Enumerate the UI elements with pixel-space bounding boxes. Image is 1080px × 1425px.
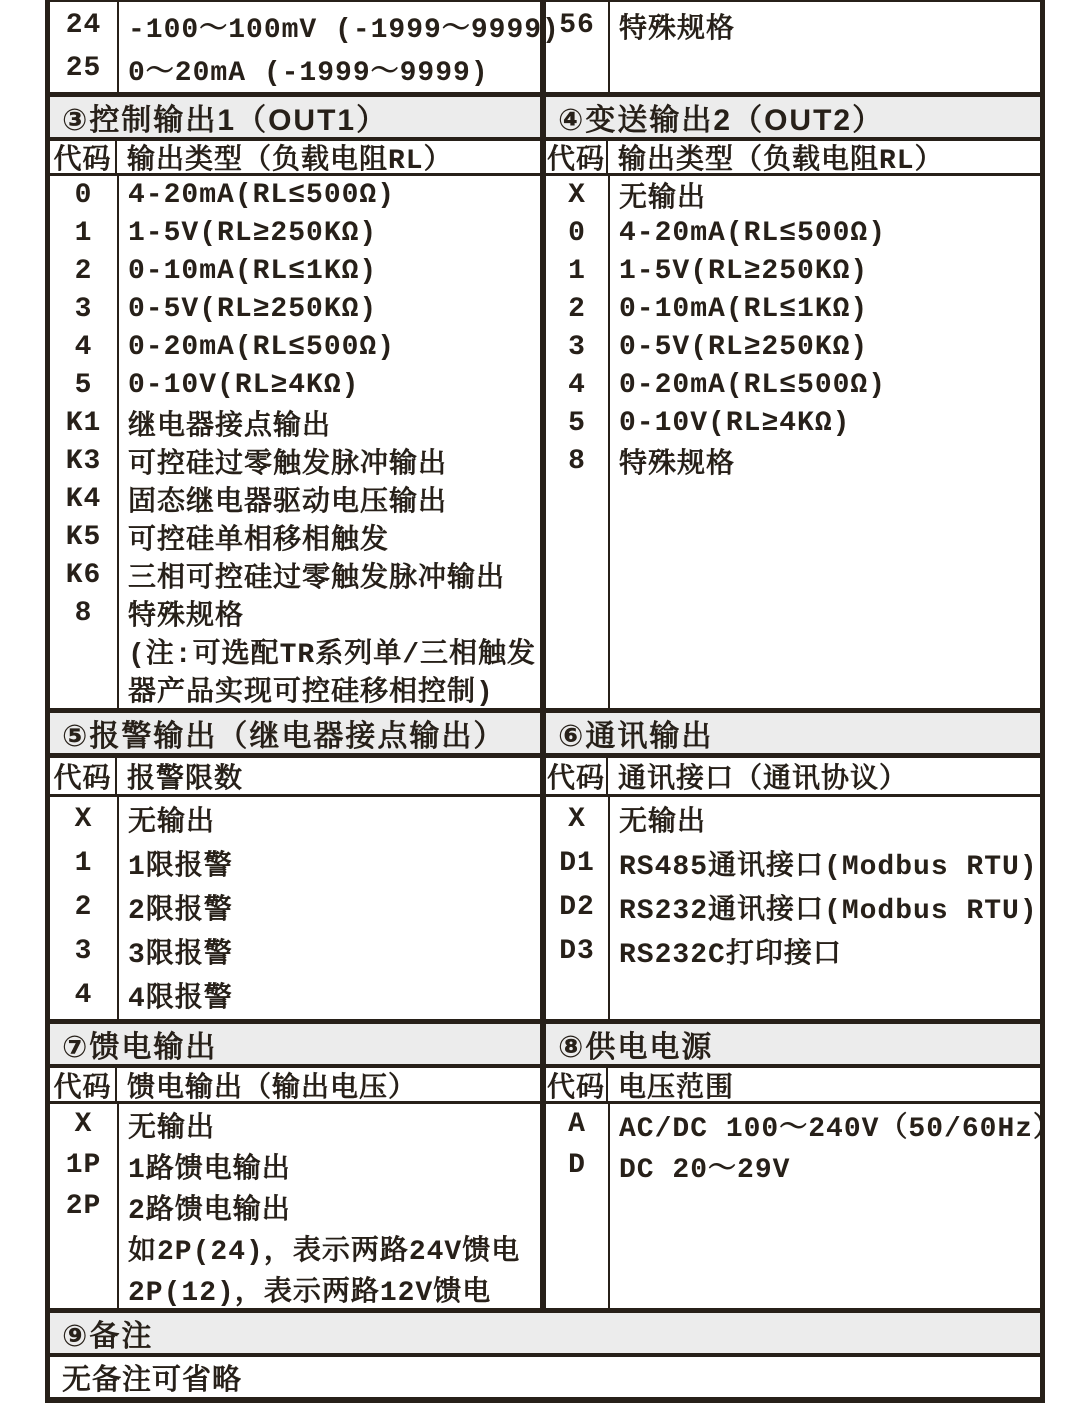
code-cell: K1 (65, 407, 102, 439)
remarks-note: 无备注可省略 (62, 1364, 243, 1398)
desc-cell: AC/DC 100～240V（50/60Hz） (619, 1113, 1063, 1145)
code-cell: X (568, 803, 586, 835)
table-row (546, 404, 1034, 442)
desc-cell: 0-20mA(RL≤500Ω) (619, 369, 887, 401)
input-range-partial-section (50, 2, 1040, 92)
code-cell: 5 (568, 407, 586, 439)
code-cell: D1 (559, 847, 595, 879)
table-row (50, 214, 540, 252)
section-title-alarm-output: ⑤报警输出（继电器接点输出） (50, 713, 540, 753)
desc-cell: RS232通讯接口(Modbus RTU) (619, 896, 1038, 927)
desc-cell: 特殊规格 (128, 602, 245, 633)
desc-cell: 4限报警 (128, 984, 233, 1015)
code-cell: 2P (65, 1191, 102, 1222)
feed-power-body (50, 1104, 1063, 1309)
table-row (546, 328, 1034, 366)
desc-cell: 0-20mA(RL≤500Ω) (128, 331, 396, 363)
code-cell: D (568, 1150, 586, 1181)
code-column-header: 代码 (50, 1068, 117, 1101)
desc-cell: RS485通讯接口(Modbus RTU) (619, 852, 1038, 883)
section-title-remarks: ⑨备注 (62, 1320, 154, 1353)
code-cell: D3 (559, 935, 595, 967)
code-column-header: 代码 (546, 141, 608, 173)
desc-cell: 0-10V(RL≥4KΩ) (128, 369, 360, 401)
desc-cell: 无输出 (619, 808, 707, 839)
code-cell: K5 (65, 521, 102, 553)
desc-cell: 无输出 (128, 1113, 216, 1145)
table-row (50, 47, 540, 90)
code-cell: A (568, 1109, 586, 1140)
section-band-remarks (50, 1308, 1040, 1357)
table-row (546, 4, 1034, 47)
code-cell: 3 (74, 935, 93, 967)
desc-cell: 继电器接点输出 (128, 412, 332, 443)
code-cell: 56 (559, 10, 595, 41)
table-row (50, 594, 540, 632)
desc-cell: 0-10V(RL≥4KΩ) (619, 407, 851, 439)
desc-column-header: 输出类型（负载电阻RL） (127, 146, 453, 177)
table-row (546, 214, 1034, 252)
ordering-spec-table (45, 0, 1063, 1403)
code-column-header: 代码 (546, 1068, 608, 1101)
table-row (50, 670, 540, 708)
table-row (546, 366, 1034, 404)
table-row (50, 929, 540, 973)
desc-cell: 特殊规格 (619, 450, 736, 481)
code-cell: X (568, 179, 586, 211)
desc-cell: RS232C打印接口 (619, 940, 842, 971)
desc-cell: DC 20～29V (619, 1154, 791, 1186)
column-header-row (50, 758, 1040, 797)
table-row (50, 632, 540, 670)
code-cell: 8 (74, 597, 93, 629)
section-band-feed-power (50, 1019, 1040, 1068)
code-cell: 3 (74, 293, 93, 325)
transmit-output2-body (540, 176, 1034, 708)
table-row (546, 176, 1034, 214)
code-cell: 1 (74, 847, 93, 879)
code-cell: X (74, 803, 93, 835)
code-cell: 4 (568, 369, 586, 401)
section-title-feed-output: ⑦馈电输出 (50, 1024, 540, 1064)
code-column-header: 代码 (50, 141, 117, 173)
code-cell: K6 (65, 559, 102, 591)
desc-cell: 1限报警 (128, 852, 233, 883)
desc-cell: 1-5V(RL≥250KΩ) (128, 217, 378, 249)
table-row (546, 841, 1038, 885)
desc-cell: 0-5V(RL≥250KΩ) (128, 293, 378, 325)
desc-cell: 2路馈电输出 (128, 1195, 291, 1227)
section-band-out1-out2 (50, 92, 1040, 141)
desc-cell: 无输出 (128, 808, 216, 839)
desc-column-header: 报警限数 (127, 765, 244, 796)
code-cell: 0 (568, 217, 586, 249)
table-row (50, 1227, 540, 1268)
table-row (50, 366, 540, 404)
desc-cell: -100～100mV (-1999～9999) (128, 14, 560, 46)
desc-cell: 无输出 (619, 184, 707, 215)
desc-cell: 3限报警 (128, 940, 233, 971)
table-row (546, 1145, 1034, 1186)
table-row (50, 1268, 540, 1309)
desc-cell: 4-20mA(RL≤500Ω) (619, 217, 887, 249)
table-row (50, 1186, 540, 1227)
table-row (50, 797, 540, 841)
code-column-header: 代码 (546, 758, 608, 794)
table-row (50, 973, 540, 1017)
code-cell: K4 (65, 483, 102, 515)
desc-cell: 可控硅过零触发脉冲输出 (128, 450, 448, 481)
desc-column-header: 输出类型（负载电阻RL） (618, 146, 944, 177)
code-cell: 1P (65, 1150, 102, 1181)
table-row (546, 885, 1038, 929)
desc-column-header: 通讯接口（通讯协议） (618, 765, 909, 796)
desc-cell: 0-10mA(RL≤1KΩ) (619, 293, 869, 325)
section-title-transmit-output2: ④变送输出2（OUT2） (540, 97, 1034, 137)
table-row (50, 290, 540, 328)
code-cell: 3 (568, 331, 586, 363)
comm-output-body (540, 797, 1038, 1019)
code-cell: 24 (65, 10, 102, 41)
alarm-comm-body (50, 797, 1040, 1019)
code-cell: 4 (74, 979, 93, 1011)
code-cell: 2 (568, 293, 586, 325)
code-cell: 25 (65, 53, 102, 84)
desc-cell: 1-5V(RL≥250KΩ) (619, 255, 869, 287)
column-header-row (50, 1068, 1040, 1104)
table-row (50, 252, 540, 290)
section-title-comm-output: ⑥通讯输出 (540, 713, 1034, 753)
section-band-alarm-comm (50, 708, 1040, 758)
desc-cell: 特殊规格 (619, 14, 736, 46)
code-cell: 2 (74, 255, 93, 287)
code-column-header: 代码 (50, 758, 117, 794)
desc-cell: 2限报警 (128, 896, 233, 927)
alarm-output-body (50, 797, 540, 1019)
table-row (546, 252, 1034, 290)
out1-out2-body (50, 176, 1040, 708)
table-row (50, 480, 540, 518)
input-range-left-body (50, 2, 560, 92)
table-row (50, 176, 540, 214)
power-supply-body (540, 1104, 1063, 1308)
code-cell: 1 (74, 217, 93, 249)
desc-cell: 4-20mA(RL≤500Ω) (128, 179, 396, 211)
desc-cell: 1路馈电输出 (128, 1154, 291, 1186)
table-row (546, 442, 1034, 480)
desc-cell: 可控硅单相移相触发 (128, 526, 390, 557)
desc-cell: (注:可选配TR系列单/三相触发 (128, 640, 537, 671)
table-row (546, 290, 1034, 328)
code-cell: X (74, 1109, 93, 1140)
section-title-control-output1: ③控制输出1（OUT1） (50, 97, 540, 137)
desc-cell: 0～20mA (-1999～9999) (128, 57, 489, 89)
desc-cell: 0-5V(RL≥250KΩ) (619, 331, 869, 363)
control-output1-body (50, 176, 540, 708)
table-row (50, 1145, 540, 1186)
desc-cell: 2P(12)，表示两路12V馈电 (128, 1277, 492, 1309)
code-cell: K3 (65, 445, 102, 477)
table-row (50, 1104, 540, 1145)
table-row (546, 797, 1034, 841)
table-row (546, 929, 1034, 973)
table-row (546, 1104, 1063, 1145)
desc-column-header: 馈电输出（输出电压） (127, 1073, 418, 1105)
table-row (50, 841, 540, 885)
table-row (50, 4, 560, 47)
section-title-power-supply: ⑧供电电源 (540, 1024, 1034, 1064)
desc-cell: 固态继电器驱动电压输出 (128, 488, 448, 519)
feed-output-body (50, 1104, 540, 1308)
code-cell: 4 (74, 331, 93, 363)
code-cell: 2 (74, 891, 93, 923)
column-header-row (50, 141, 1040, 176)
table-row (50, 885, 540, 929)
desc-cell: 0-10mA(RL≤1KΩ) (128, 255, 378, 287)
table-row (50, 518, 540, 556)
code-cell: 8 (568, 445, 586, 477)
table-row (50, 442, 540, 480)
desc-cell: 三相可控硅过零触发脉冲输出 (128, 564, 506, 595)
desc-cell: 如2P(24)，表示两路24V馈电 (128, 1236, 521, 1268)
code-cell: 5 (74, 369, 93, 401)
desc-cell: 器产品实现可控硅移相控制) (128, 678, 494, 709)
table-row (50, 328, 540, 366)
code-cell: 0 (74, 179, 93, 211)
desc-column-header: 电压范围 (618, 1073, 735, 1105)
table-row (50, 404, 540, 442)
code-cell: D2 (559, 891, 595, 923)
input-range-right-body (540, 2, 1034, 92)
table-row (50, 556, 540, 594)
code-cell: 1 (568, 255, 586, 287)
